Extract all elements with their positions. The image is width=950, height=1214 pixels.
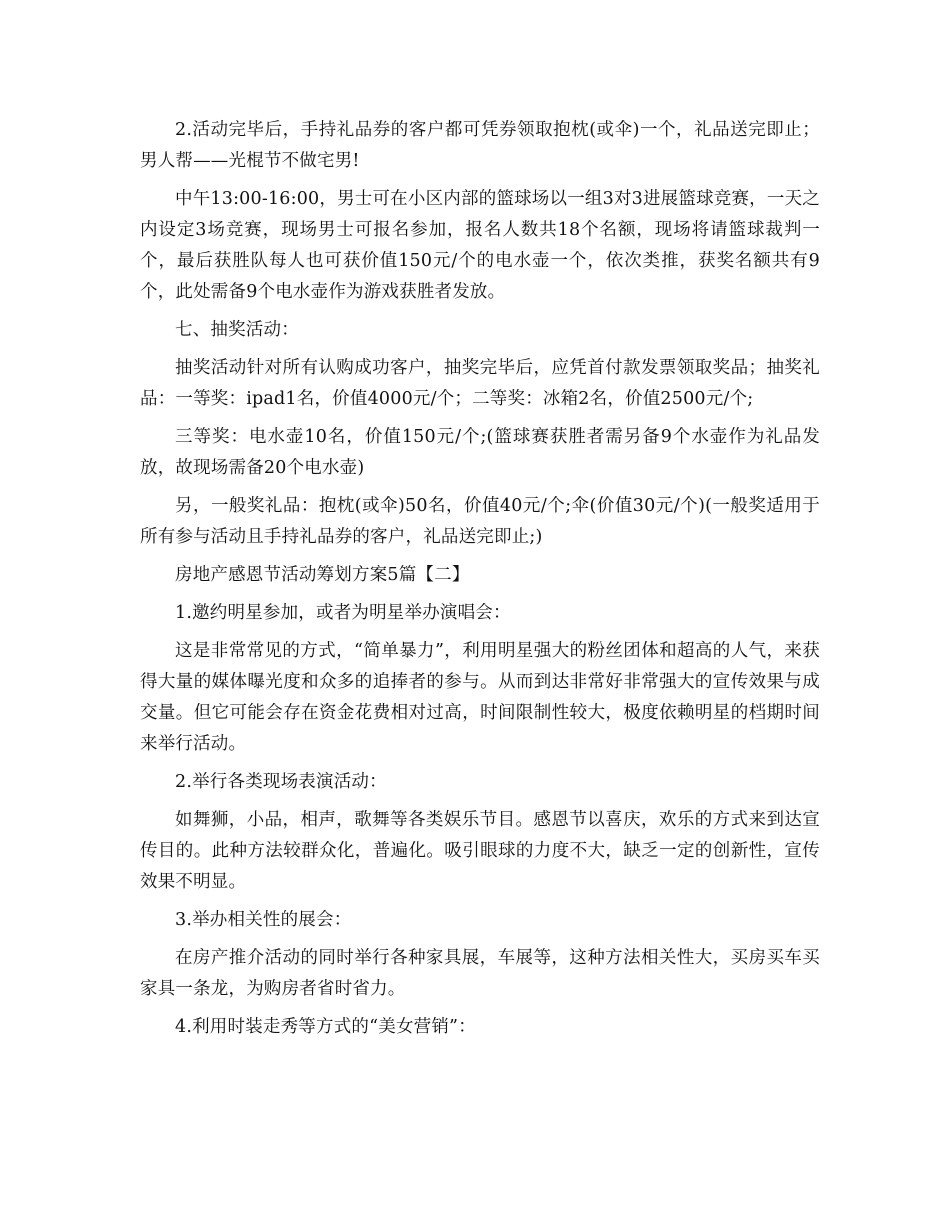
item-heading-fashion-show: 4.利用时装走秀等方式的“美女营销”：: [175, 1017, 476, 1037]
item-heading-celebrity: 1.邀约明星参加，或者为明星举办演唱会：: [175, 603, 511, 623]
paragraph-third-prize: 三等奖：电水壶10名，价值150元/个;(篮球赛获胜者需另备9个水壶作为礼品发放，故现场需备20个电水壶): [140, 427, 820, 478]
paragraph-exhibitions: 在房产推介活动的同时举行各种家具展，车展等，这种方法相关性大，买房买车买家具一条龙，为购房者省时省力。: [140, 948, 820, 999]
section-title-part-two: 房地产感恩节活动筹划方案5篇【二】: [175, 565, 470, 585]
paragraph-general-prize: 另，一般奖礼品：抱枕(或伞)50名，价值40元/个;伞(价值30元/个)(一般奖适用于所有参与活动且手持礼品券的客户，礼品送完即止;): [140, 496, 820, 547]
paragraph-gift-redemption: 2.活动完毕后，手持礼品券的客户都可凭券领取抱枕(或伞)一个，礼品送完即止；男人帮——光棍节不做宅男!: [140, 120, 820, 171]
item-heading-performances: 2.举行各类现场表演活动：: [175, 772, 387, 792]
document-body: [140, 115, 820, 1050]
paragraph-lottery-rules: 抽奖活动针对所有认购成功客户，抽奖完毕后，应凭首付款发票领取奖品；抽奖礼品：一等奖：ipad1名，价值4000元/个；二等奖：冰箱2名，价值2500元/个;: [140, 358, 820, 409]
item-heading-exhibitions: 3.举办相关性的展会：: [175, 910, 352, 930]
paragraph-basketball-contest: 中午13:00-16:00，男士可在小区内部的篮球场以一组3对3进展篮球竞赛，一天之内设定3场竞赛，现场男士可报名参加，报名人数共18个名额，现场将请篮球裁判一个，最后获胜队每人也可获价值150元/个的电水壶一个，依次类推，获奖名额共有9个，此处需备9个电水壶作为游戏获胜者发放。: [140, 189, 820, 302]
paragraph-celebrity: 这是非常常见的方式，“简单暴力”，利用明星强大的粉丝团体和超高的人气，来获得大量的媒体曝光度和众多的追捧者的参与。从而到达非常好非常强大的宣传效果与成交量。但它可能会存在资金花费相对过高，时间限制性较大，极度依赖明星的档期时间来举行活动。: [140, 641, 820, 754]
paragraph-performances: 如舞狮，小品，相声，歌舞等各类娱乐节目。感恩节以喜庆，欢乐的方式来到达宣传目的。此种方法较群众化，普遍化。吸引眼球的力度不大，缺乏一定的创新性，宣传效果不明显。: [140, 810, 820, 892]
section-heading-lottery: 七、抽奖活动：: [175, 320, 299, 340]
